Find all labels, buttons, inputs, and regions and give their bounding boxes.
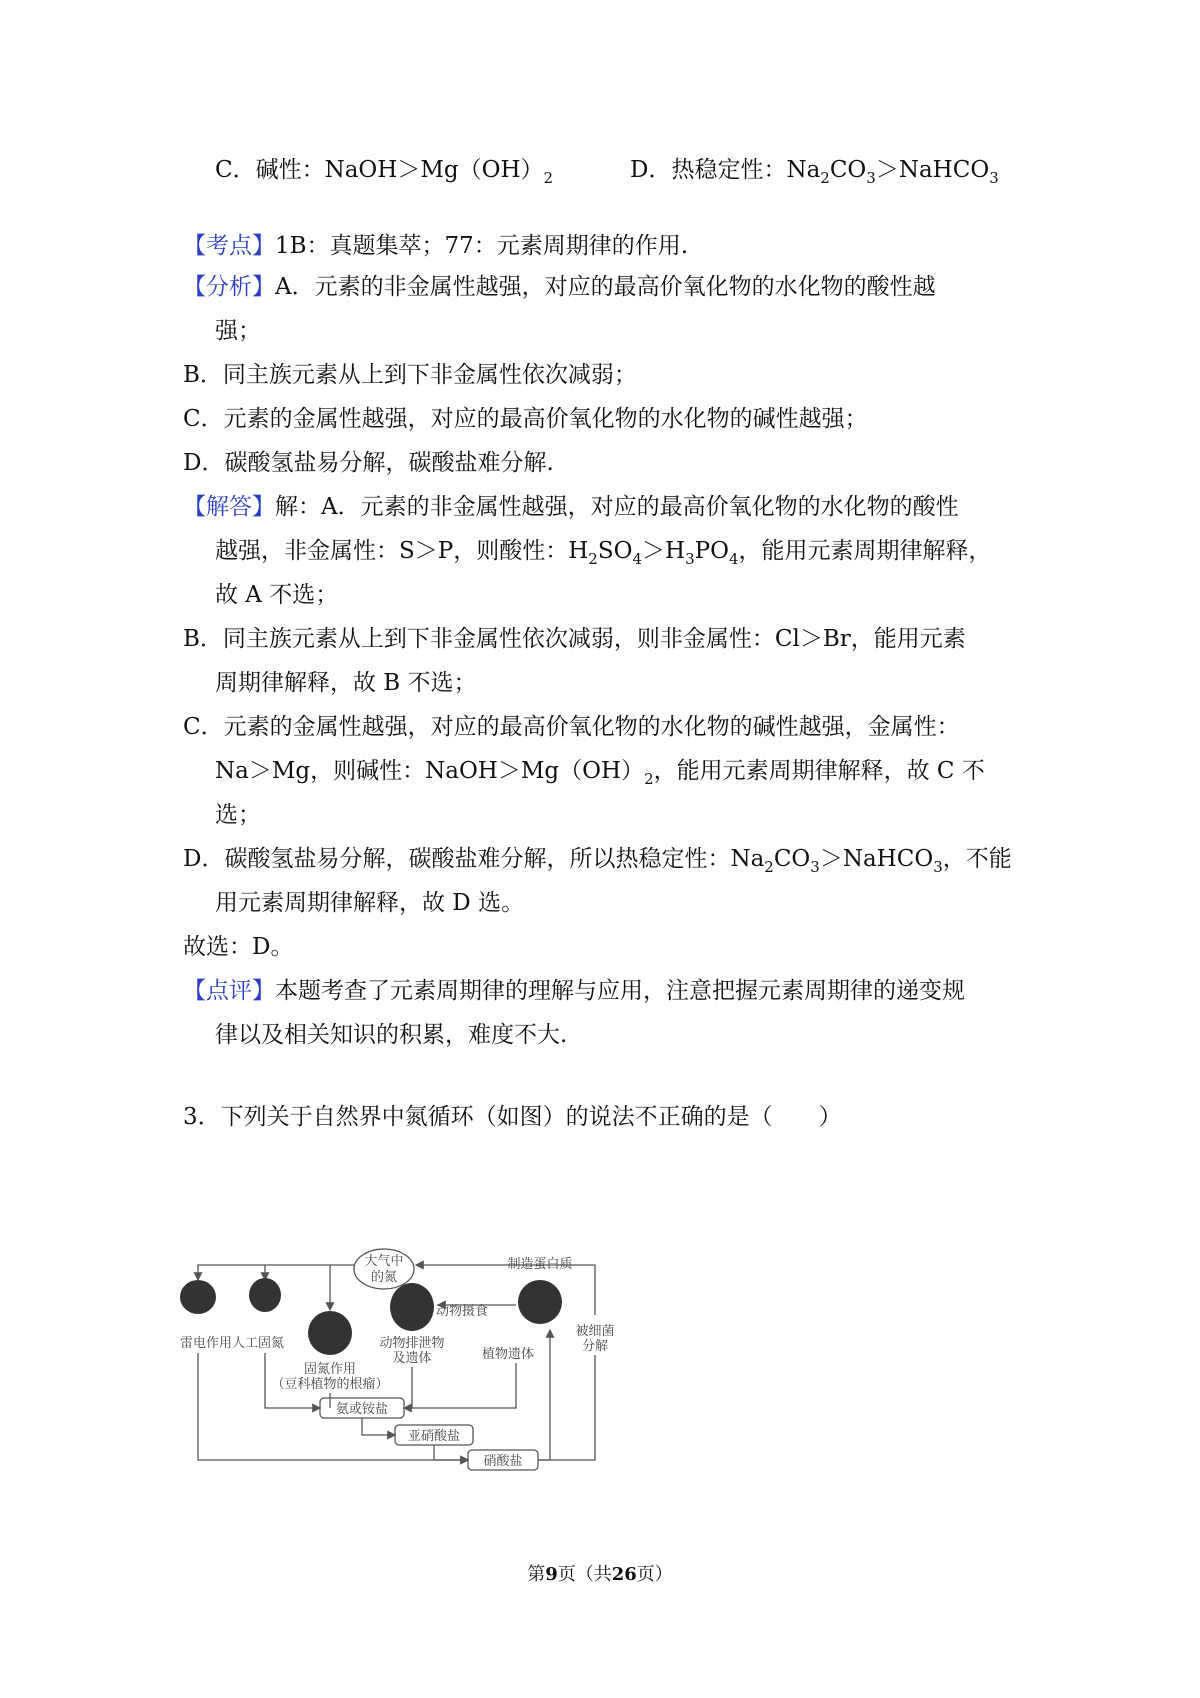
jieda-c-2: Na＞Mg，则碱性：$NaOH>Mg(OH)_2$，能用元素周期律解释，故 C 不 [215,758,985,788]
jieda-a-2: 越强，非金属性：S＞P，则酸性：$H_2SO_4>H_3PO_4$，能用元素周期律解释， [215,538,992,568]
animal-waste-label-1: 动物排泄物 [379,1336,445,1351]
answer-line: 故选：D。 [183,934,294,960]
artificial-label: 人工固氮 [232,1336,285,1351]
question-3: 3．下列关于自然界中氮循环（如图）的说法不正确的是（ ） [183,1104,842,1130]
jieda-a-3: 故 A 不选； [215,582,339,608]
artificial-fixation-image [249,1278,281,1312]
fenxi-c: C．元素的金属性越强，对应的最高价氧化物的水化物的碱性越强； [183,406,868,432]
lightning-image [180,1280,216,1314]
animal-eat-label: 动物摄食 [436,1304,489,1319]
animal-waste-label-2: 及遗体 [392,1351,432,1366]
fixation-label-2: （豆科植物的根瘤） [271,1377,389,1392]
root-nodule-image [308,1311,352,1355]
option-d: D．热稳定性：$Na_2CO_3>NaHCO_3$ [630,157,999,187]
page-footer: 第9页（共26页） [527,1564,673,1585]
nitrate-label: 硝酸盐 [483,1454,523,1469]
bacteria-label-2: 分解 [581,1339,609,1354]
plant-image [518,1280,562,1324]
dianping-line-2: 律以及相关知识的积累，难度不大. [215,1022,568,1048]
fixation-label-1: 固氮作用 [303,1362,357,1377]
fenxi-d: D．碳酸氢盐易分解，碳酸盐难分解. [183,450,554,476]
jieda-d-2: 用元素周期律解释，故 D 选。 [215,890,525,916]
jieda-c-1: C．元素的金属性越强，对应的最高价氧化物的水化物的碱性越强，金属性： [183,714,960,740]
jieda-a-1: 【解答】解：A．元素的非金属性越强，对应的最高价氧化物的水化物的酸性 [183,494,959,520]
nitrite-label: 亚硝酸盐 [407,1429,461,1444]
nitrogen-cycle-diagram [180,1245,660,1505]
jieda-b-1: B．同主族元素从上到下非金属性依次减弱，则非金属性：Cl＞Br，能用元素 [183,626,966,652]
atmosphere-label-2: 的氮 [370,1270,398,1285]
lightning-label: 雷电作用 [180,1336,233,1351]
fenxi-line-1: 【分析】A．元素的非金属性越强，对应的最高价氧化物的水化物的酸性越 [183,274,936,300]
kaodian-line: 【考点】1B：真题集萃；77：元素周期律的作用. [183,233,689,259]
fenxi-b: B．同主族元素从上到下非金属性依次减弱； [183,362,637,388]
protein-label: 制造蛋白质 [507,1257,573,1272]
ammonia-label: 氨或铵盐 [335,1402,389,1417]
animal-image [390,1283,434,1331]
fenxi-line-2: 强； [215,318,261,344]
bacteria-label-1: 被细菌 [575,1324,615,1339]
option-c: C．碱性：$NaOH>Mg(OH)_2$ [215,157,554,187]
jieda-d-1: D．碳酸氢盐易分解，碳酸盐难分解，所以热稳定性：$Na_2CO_3>NaHCO_3$，不能 [183,846,1012,876]
atmosphere-label-1: 大气中 [364,1254,404,1269]
jieda-c-3: 选； [215,802,261,828]
jieda-b-2: 周期律解释，故 B 不选； [215,670,477,696]
plant-remains-label: 植物遗体 [481,1347,535,1362]
dianping-line-1: 【点评】本题考查了元素周期律的理解与应用，注意把握元素周期律的递变规 [183,978,965,1004]
